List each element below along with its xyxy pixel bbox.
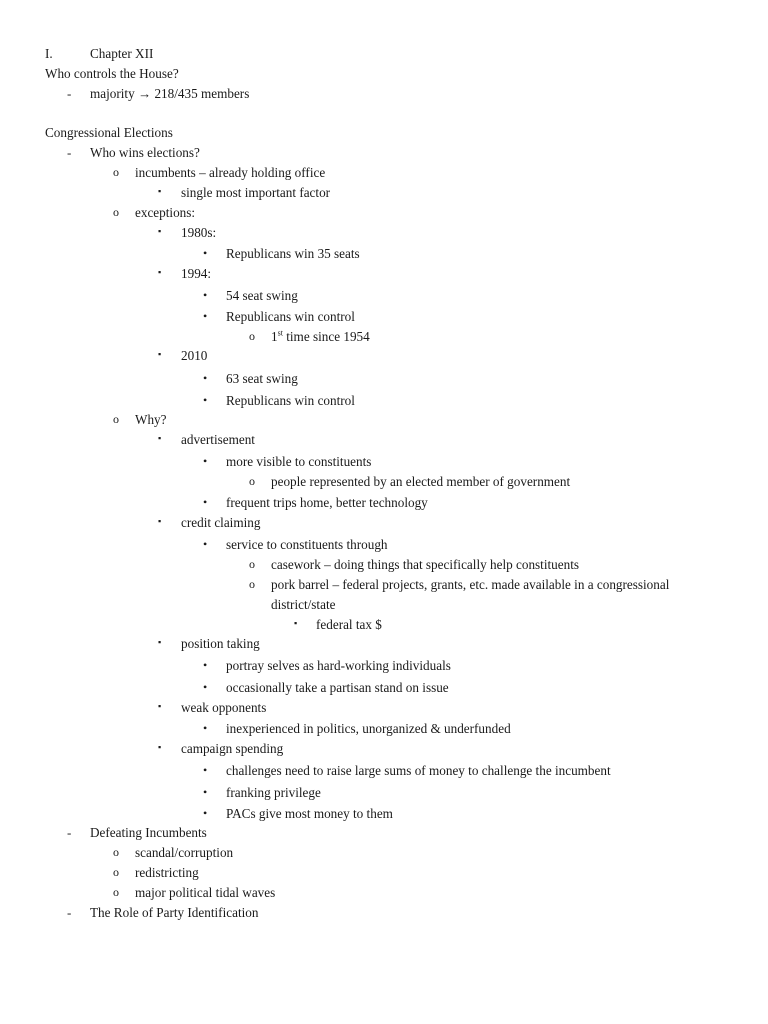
- federal-tax-line: federal tax $: [316, 617, 382, 632]
- franking-line: franking privilege: [226, 785, 321, 800]
- dash-marker: -: [67, 825, 72, 840]
- heading-congressional-elections: Congressional Elections: [45, 125, 173, 140]
- single-factor-line: single most important factor: [181, 185, 331, 200]
- party-identification-line: The Role of Party Identification: [90, 905, 259, 920]
- swing-54-line: 54 seat swing: [226, 288, 298, 303]
- square-marker: ▪: [158, 267, 162, 277]
- bullet-marker: •: [203, 454, 208, 468]
- advertisement-line: advertisement: [181, 432, 255, 447]
- square-marker: ▪: [158, 433, 162, 443]
- square-marker: ▪: [294, 618, 298, 628]
- rep-control-2010: Republicans win control: [226, 393, 355, 408]
- square-marker: ▪: [158, 701, 162, 711]
- first-number: 1: [271, 329, 278, 344]
- circle-marker: o: [113, 865, 119, 879]
- bullet-marker: •: [203, 763, 208, 777]
- challenges-line: challenges need to raise large sums of money to challenge the incumbent: [226, 763, 611, 778]
- why-line: Why?: [135, 412, 167, 427]
- chapter-number: I.: [45, 46, 53, 61]
- first-time-line: [271, 330, 370, 343]
- partisan-stand-line: occasionally take a partisan stand on issue: [226, 680, 449, 695]
- bullet-marker: •: [203, 785, 208, 799]
- bullet-marker: •: [203, 537, 208, 551]
- position-taking-line: position taking: [181, 636, 260, 651]
- bullet-marker: •: [203, 246, 208, 260]
- chapter-title: Chapter XII: [90, 46, 154, 61]
- square-marker: ▪: [158, 516, 162, 526]
- circle-marker: o: [113, 205, 119, 219]
- square-marker: ▪: [158, 186, 162, 196]
- year-1994: 1994:: [181, 266, 212, 281]
- service-line: service to constituents through: [226, 537, 388, 552]
- bullet-marker: •: [203, 658, 208, 672]
- circle-marker: o: [249, 474, 255, 488]
- square-marker: ▪: [158, 349, 162, 359]
- who-wins-line: Who wins elections?: [90, 145, 200, 160]
- circle-marker: o: [113, 885, 119, 899]
- first-rest: time since 1954: [282, 329, 370, 344]
- swing-63-line: 63 seat swing: [226, 371, 298, 386]
- more-visible-line: more visible to constituents: [226, 454, 372, 469]
- exceptions-line: exceptions:: [135, 205, 196, 220]
- circle-marker: o: [249, 577, 255, 591]
- rep-control-1994: Republicans win control: [226, 309, 355, 324]
- frequent-trips-line: frequent trips home, better technology: [226, 495, 428, 510]
- scandal-line: scandal/corruption: [135, 845, 234, 860]
- incumbents-line: incumbents – already holding office: [135, 165, 326, 180]
- bullet-marker: •: [203, 371, 208, 385]
- pork-barrel-line: pork barrel – federal projects, grants, etc. made available in a congressional: [271, 577, 670, 592]
- pork-barrel-continued: district/state: [271, 597, 336, 612]
- credit-claiming-line: credit claiming: [181, 515, 261, 530]
- square-marker: ▪: [158, 742, 162, 752]
- circle-marker: o: [113, 412, 119, 426]
- tidal-waves-line: major political tidal waves: [135, 885, 276, 900]
- inexperienced-line: inexperienced in politics, unorganized & underfunded: [226, 721, 511, 736]
- bullet-marker: •: [203, 288, 208, 302]
- circle-marker: o: [113, 845, 119, 859]
- bullet-marker: •: [203, 393, 208, 407]
- portray-line: portray selves as hard-working individuals: [226, 658, 451, 673]
- people-represented-line: people represented by an elected member of government: [271, 474, 571, 489]
- dash-marker: -: [67, 145, 72, 160]
- casework-line: casework – doing things that specifically help constituents: [271, 557, 580, 572]
- defeating-incumbents-line: Defeating Incumbents: [90, 825, 207, 840]
- campaign-spending-line: campaign spending: [181, 741, 284, 756]
- square-marker: ▪: [158, 637, 162, 647]
- redistricting-line: redistricting: [135, 865, 199, 880]
- bullet-marker: •: [203, 309, 208, 323]
- weak-opponents-line: weak opponents: [181, 700, 267, 715]
- dash-marker: -: [67, 905, 72, 920]
- bullet-marker: •: [203, 721, 208, 735]
- bullet-marker: •: [203, 495, 208, 509]
- heading-who-controls: Who controls the House?: [45, 66, 179, 81]
- bullet-marker: •: [203, 806, 208, 820]
- circle-marker: o: [249, 557, 255, 571]
- dash-marker: -: [67, 86, 72, 101]
- bullet-marker: •: [203, 680, 208, 694]
- rep-35-line: Republicans win 35 seats: [226, 246, 360, 261]
- circle-marker: o: [249, 329, 255, 343]
- square-marker: ▪: [158, 226, 162, 236]
- majority-line: majority → 218/435 members: [90, 86, 250, 101]
- year-1980s: 1980s:: [181, 225, 217, 240]
- circle-marker: o: [113, 165, 119, 179]
- first-suffix: st: [277, 328, 283, 338]
- year-2010: 2010: [181, 348, 208, 363]
- pacs-line: PACs give most money to them: [226, 806, 393, 821]
